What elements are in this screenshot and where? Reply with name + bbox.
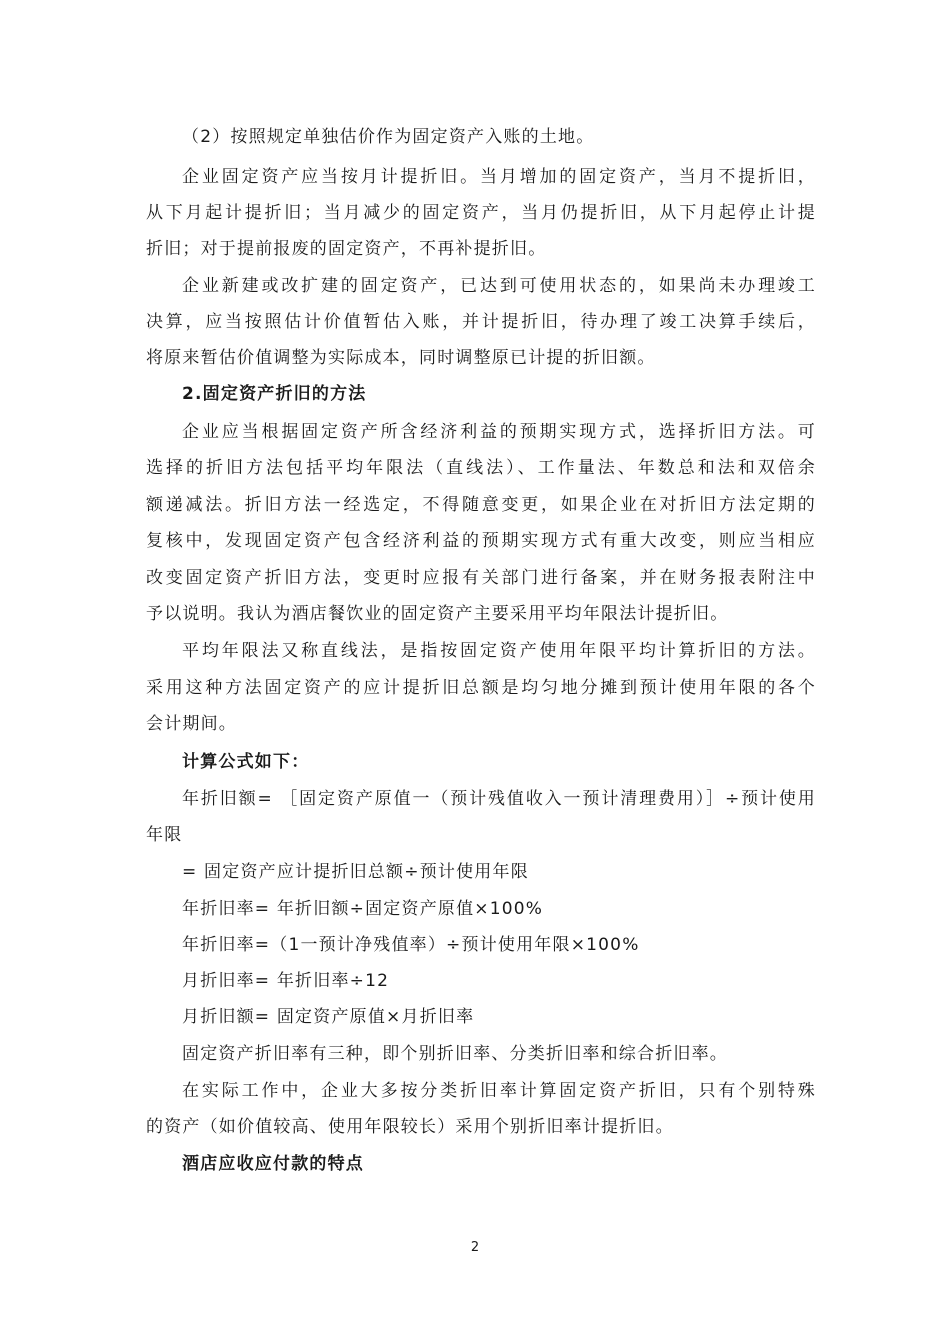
paragraph-line: 改变固定资产折旧方法，变更时应报有关部门进行备案，并在财务报表附注中 (146, 568, 816, 588)
paragraph-line: 采用这种方法固定资产的应计提折旧总额是均匀地分摊到预计使用年限的各个 (146, 678, 816, 698)
formula-line: 年限 (146, 825, 183, 845)
page-number: 2 (470, 1240, 480, 1255)
paragraph-line: 复核中，发现固定资产包含经济利益的预期实现方式有重大改变，则应当相应 (146, 531, 816, 551)
paragraph-line: 平均年限法又称直线法，是指按固定资产使用年限平均计算折旧的方法。 (182, 641, 816, 661)
paragraph-line: 从下月起计提折旧；当月减少的固定资产，当月仍提折旧，从下月起停止计提 (146, 203, 816, 223)
paragraph-line: 将原来暂估价值调整为实际成本，同时调整原已计提的折旧额。 (146, 348, 656, 368)
formula-heading: 计算公式如下： (182, 752, 310, 772)
paragraph-line: 选择的折旧方法包括平均年限法（直线法）、工作量法、年数总和法和双倍余 (146, 458, 816, 478)
paragraph-line: 的资产（如价值较高、使用年限较长）采用个别折旧率计提折旧。 (146, 1117, 674, 1137)
formula-line: = 固定资产应计提折旧总额÷预计使用年限 (182, 862, 529, 882)
formula-line: 年折旧额= ［固定资产原值一（预计残值收入一预计清理费用）］÷预计使用 (182, 789, 816, 809)
formula-line: 月折旧额= 固定资产原值×月折旧率 (182, 1007, 475, 1027)
paragraph-line: 折旧；对于提前报废的固定资产，不再补提折旧。 (146, 239, 547, 259)
paragraph-line: 予以说明。我认为酒店餐饮业的固定资产主要采用平均年限法计提折旧。 (146, 604, 729, 624)
formula-line: 年折旧率=（1一预计净残值率）÷预计使用年限×100% (182, 935, 640, 955)
paragraph-line: 在实际工作中，企业大多按分类折旧率计算固定资产折旧，只有个别特殊 (182, 1081, 816, 1101)
paragraph-line: 会计期间。 (146, 714, 237, 734)
paragraph-line: 企业应当根据固定资产所含经济利益的预期实现方式，选择折旧方法。可 (182, 422, 816, 442)
list-item-land: （2）按照规定单独估价作为固定资产入账的土地。 (182, 127, 595, 147)
paragraph-line: 企业固定资产应当按月计提折旧。当月增加的固定资产，当月不提折旧， (182, 167, 816, 187)
formula-line: 月折旧率= 年折旧率÷12 (182, 971, 390, 991)
formula-line: 年折旧率= 年折旧额÷固定资产原值×100% (182, 899, 544, 919)
paragraph-line: 决算，应当按照估计价值暂估入账，并计提折旧，待办理了竣工决算手续后， (146, 312, 816, 332)
paragraph-line: 企业新建或改扩建的固定资产，已达到可使用状态的，如果尚未办理竣工 (182, 276, 816, 296)
section-heading: 酒店应收应付款的特点 (182, 1154, 364, 1174)
paragraph-line: 额递减法。折旧方法一经选定，不得随意变更，如果企业在对折旧方法定期的 (146, 495, 816, 515)
paragraph-line: 固定资产折旧率有三种，即个别折旧率、分类折旧率和综合折旧率。 (182, 1044, 728, 1064)
section-heading: 2.固定资产折旧的方法 (182, 384, 367, 404)
